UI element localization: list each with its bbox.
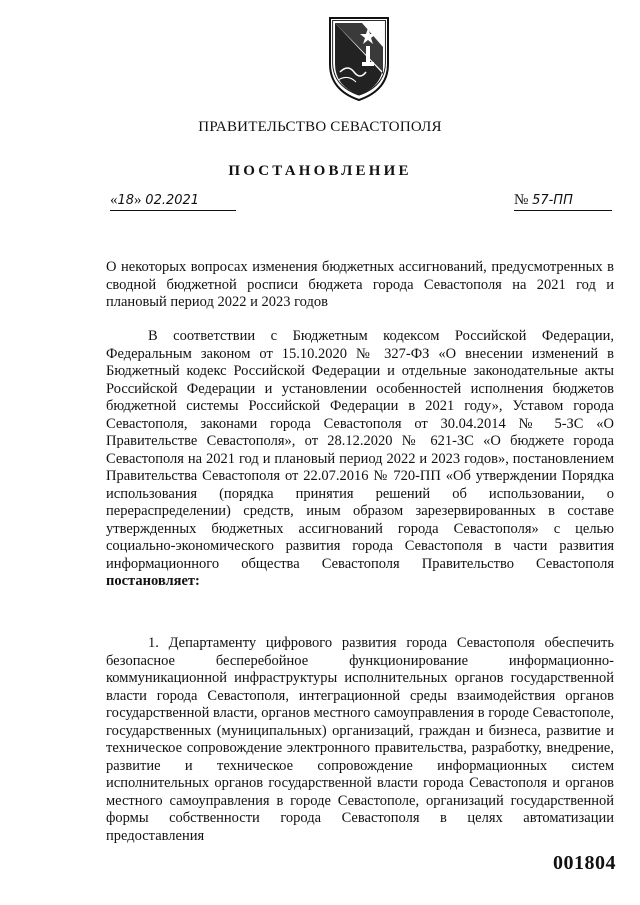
decree-word: постановляет: xyxy=(106,573,200,589)
document-type-title: ПОСТАНОВЛЕНИЕ xyxy=(228,163,412,179)
decree-item-1: 1. Департаменту цифрового развития города Севастополя обеспечить безопасное бесперебойное функционирование информационно-коммуникационной инфраструктуры исполнительных органов государственной власти города Севастополя, интеграционной среды взаимодействия органов государственной власти, органов местного самоуправления в городе Севастополе, государственных (муниципальных) организаций, граждан и бизнеса, развитие и техническое сопровождение электронного правительства, разработку, внедрение, развитие и техническое сопровождение информационных систем исполнительных органов государственной власти города Севастополя и органов местного самоуправления в городе Севастополе, организаций государственной формы собственности города Севастополя в целях автоматизации предоставления xyxy=(106,635,614,844)
decree-number-field xyxy=(514,190,612,211)
form-serial-number: 001804 xyxy=(553,852,616,874)
date-quote-open: « xyxy=(110,192,118,208)
date-day: 18 xyxy=(117,193,135,208)
date-quote-close: » xyxy=(134,192,142,208)
decree-preamble xyxy=(106,328,614,591)
preamble-text: В соответствии с Бюджетным кодексом Российской Федерации, Федеральным законом от 15.10.2020 № 327-ФЗ «О внесении изменений в Бюджетный кодекс Российской Федерации и отдельные законодательные акты Российской Федерации и установлении особенностей исполнения бюджетов бюджетной системы Российской Федерации в 2021 году», Уставом города Севастополя, законами города Севастополя от 30.04.2014 № 5-ЗС «О Правительстве Севастополя», от 28.12.2020 № 621-ЗС «О бюджете города Севастополя на 2021 год и плановый период 2022 и 2023 годов», постановлением Правительства Севастополя от 22.07.2016 № 720-ПП «Об утверждении Порядка использования (порядка принятия решений об использовании, о перераспределении) средств, иным образом зарезервированных в составе утвержденных бюджетных ассигнований города Севастополя» с целью социально-экономического развития города Севастополя в части развития информационного общества Севастополя Правительство Севастополя xyxy=(106,328,614,572)
coat-of-arms-icon xyxy=(326,12,392,102)
government-name: ПРАВИТЕЛЬСТВО СЕВАСТОПОЛЯ xyxy=(198,119,442,135)
decree-subject: О некоторых вопросах изменения бюджетных ассигнований, предусмотренных в сводной бюджетной росписи бюджета города Севастополя на 2021 год и плановый период 2022 и 2023 годов xyxy=(106,259,614,310)
number-prefix: № xyxy=(514,192,529,208)
date-month-year: 02.2021 xyxy=(145,193,200,208)
decree-date-field xyxy=(110,190,236,211)
decree-number: 57-ПП xyxy=(532,193,573,208)
